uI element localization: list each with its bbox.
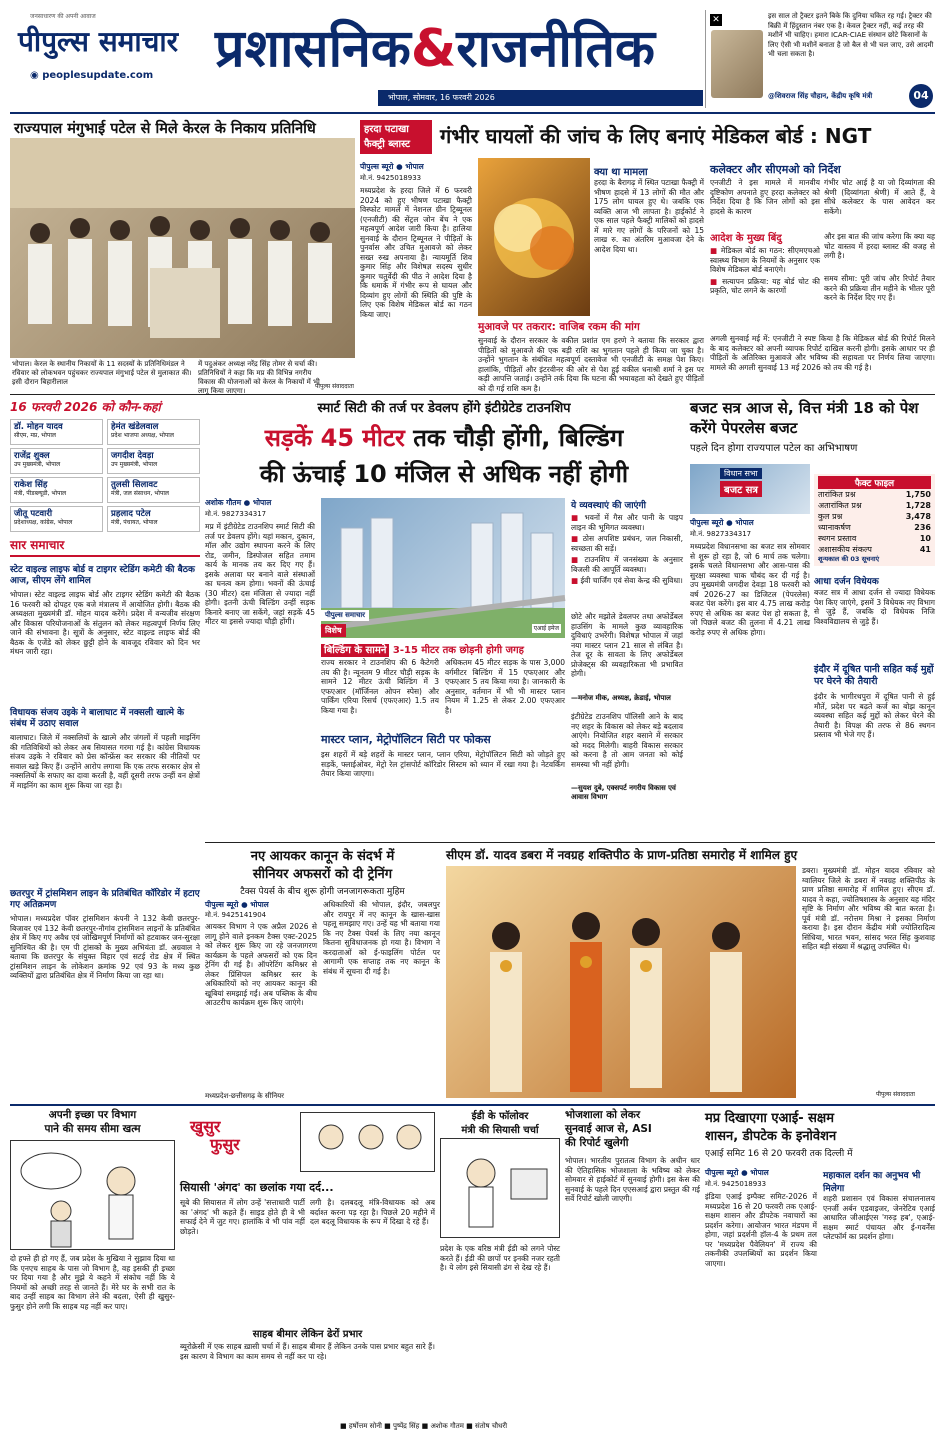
township-master-head: मास्टर प्लान, मेट्रोपॉलिटन सिटी पर फोकस (321, 733, 491, 746)
schedule-role: सीएम, मप्र, भोपाल (14, 432, 56, 439)
schedule-box (10, 398, 200, 528)
ai-body: इंडिया एआई इम्पैक्ट समिट-2026 में मध्यप्रदेश 16 से 20 फरवरी तक एआई-सक्षम शासन और डीपटेक नवाचारों का प्रदर्शन करेगा। आयोजन भारत मंडपम में होगा, जहां प्रदर्शनी हॉल-4 के प्रथम तल पर 'मध्यप्रदेश पैवेलियन' में राज्य की तकनीकी उपलब्धियों का प्रदर्शन किया जाएगा। (705, 1192, 817, 1268)
ngt-byline: पीपुल्स ब्यूरो ● भोपाल (360, 162, 424, 171)
cartoon-column (10, 1108, 175, 1438)
ngt-headline: गंभीर घायलों की जांच के लिए बनाएं मेडिकल बोर्ड : NGT (440, 124, 872, 148)
township-body-b: राज्य सरकार ने टाउनशिप की 6 कैटेगरी तय की है। न्यूनतम 9 मीटर चौड़ी सड़क के सामने 12 मीटर ऊंची बिल्डिंग में 3 एफएआर (मॉर्जिनल ओपन स्पेस) और पार्किंग एरिया रिसर्च (एफएआर) 1.5 तय किया गया है। (321, 658, 439, 715)
divider (10, 1104, 935, 1106)
arrangement-item: ■ भवनों में गैस और पानी के पाइप लाइन की भूमिगत व्यवस्था। (571, 513, 683, 532)
saar-s1-head: स्टेट वाइल्ड लाइफ बोर्ड व टाइगर स्टेडिंग कमेटी की बैठक आज, सीएम लेंगे शामिल (10, 565, 195, 586)
half-dozen-body: बजट सत्र में आधा दर्जन से ज्यादा विधेयक पेश किए जाएंगे, इसमें 3 विधेयक नए विभाग से जुड़े हैं, जबकि दो विधेयक निजि विश्वविद्यालय से जुड़े हैं। (814, 588, 935, 626)
ngt-order-point: ■ मेडिकल बोर्ड का गठन: सीएमएचओ स्वास्थ्य विभाग के नियमों के अनुसार एक विशेष मेडिकल बोर्ड बनाएंगे। (710, 246, 820, 275)
tax-byline: पीपुल्स ब्यूरो ● भोपाल (205, 900, 269, 909)
budget-badge-b: बजट सत्र (720, 481, 762, 497)
township-side-credit: —मनोज मीक, अध्यक्ष, क्रेडाई, भोपाल (571, 694, 671, 702)
quote-text: इस साल तो ट्रैक्टर इतने बिके कि दुनिया चकित रह गई। ट्रैक्टर की बिक्री में हिंदुस्तान नंबर एक है। केवल ट्रैक्टर नहीं, कई तरह की मशीनें भी चाहिए। हमारा ICAR-CIAE संस्थान छोटे किसानों के लिए ऐसी भी मशीनें बनाता है जो बैल से भी चल जाए, उसे आदमी भी चला सकता है। (768, 12, 934, 58)
fact-file (814, 474, 935, 566)
bhojshala-story (565, 1108, 700, 1438)
section-title-a: प्रशासनिक (215, 19, 411, 79)
ngt-kicker-a: हरदा पटाखा (364, 124, 409, 135)
schedule-item (107, 506, 200, 532)
schedule-item (107, 419, 200, 445)
township-mobile: मो.नं. 9827334317 (205, 510, 267, 518)
tax-headline-b: सीनियर अफसरों को दी ट्रेनिंग (252, 867, 393, 882)
schedule-role: मंत्री, पंचायत, भोपाल (111, 519, 158, 526)
tax-body-a: आयकर विभाग ने एक अप्रैल 2026 से लागू होने वाले इनकम टैक्स एक्ट-2025 को लेकर शुरू किए जा रहे जनजागरण कार्यक्रम के पहले अफसरों को एक दिन ट्रेनिंग दी गई है। ऑपरेटिंग कमिश्नर से लेकर प्रिंसिपल कमिश्नर स्तर के अधिकारियों को नए आयकर कानून की खूबियां समझाई गईं। अब पब्लिक के बीच आउटरीच कार्यक्रम शुरू किए जाएंगे। (205, 922, 317, 1007)
fact-value: 236 (914, 523, 931, 532)
schedule-name: राजेंद्र शुक्ल (14, 451, 50, 461)
township-headline-a: सड़कें 45 मीटर (264, 424, 405, 452)
schedule-name: तुलसी सिलावट (111, 480, 158, 490)
schedule-role: उप मुख्यमंत्री, भोपाल (111, 461, 158, 468)
ed-headline-a: ईडी के फॉलोवर (471, 1111, 529, 1122)
x-logo-icon: ✕ (710, 14, 722, 26)
ngt-what-title: क्या था मामला (594, 167, 648, 178)
ed-sketch (441, 1139, 559, 1237)
governor-headline: राज्यपाल मंगुभाई पटेल से मिले केरल के निकाय प्रतिनिधि (14, 121, 316, 137)
saar-title: सार समाचार (10, 536, 200, 557)
budget-mobile: मो.नं. 9827334317 (690, 530, 752, 538)
schedule-grid (10, 419, 200, 532)
township-side-note-b: इंटीग्रेटेड टाउनशिप पॉलिसी आने के बाद नए शहर के विकास को लेकर बड़े बदलाव आएंगे। नियोजित शहर बसाने में सरकार को मदद मिलेगी। बाहरी विकास सरकार को करना है तो आम जनता को कोई समस्या भी नहीं होगी। (571, 712, 683, 769)
ngt-compensation-title: मुआवजे पर तकरार: वाजिब रकम की मांग (478, 321, 640, 333)
ngt-order-point: ■ सत्यापन प्रक्रिया: यह बोर्ड चोट की प्रकृति, चोट लगने के कारणों (710, 277, 820, 296)
governor-caption-left: भोपाल। केरल के स्थानीय निकायों के 11 सदस्यों के प्रतिनिधिमंडल ने रविवार को लोकभवन पहुंचकर राज्यपाल मंगुभाई पटेल से मुलाकात की। इसी दौरान बिहारीलाल (12, 360, 192, 386)
schedule-name: प्रहलाद पटेल (111, 509, 151, 519)
saar-s1-body: भोपाल। स्टेट वाइल्ड लाइफ बोर्ड और टाइगर स्टेडिंग कमेटी की बैठक 16 फरवरी को दोपहर एक बजे मंत्रालय में आयोजित होगी। बैठक की अध्यक्षता मुख्यमंत्री डॉ. मोहन यादव करेंगे। प्रदेश में वन्यजीव संरक्षण और विकास परियोजनाओं के संतुलन को लेकर महत्वपूर्ण निर्णय लिए जाने की संभावना है। सूत्रों के अनुसार, स्टेट वाइल्ड लाइफ बोर्ड की बैठक के एजेंडे को लेकर छुट्टी होने के बावजूद रविवार को दिन भर मंथन जारी रहा। (10, 590, 200, 656)
ngt-body-a: मध्यप्रदेश के हरदा जिले में 6 फरवरी 2024 को हुए भीषण पटाखा फैक्ट्री विस्फोट मामले में नेशनल ग्रीन ट्रिब्यूनल (एनजीटी) की सेंट्रल जोन बेंच ने एक महत्वपूर्ण आदेश जारी किया है। हालिया सुनवाई के दौरान ट्रिब्यूनल ने पीड़ितों के पुनर्वास और उचित मुआवजे को लेकर सख्त रुख अपनाया है। न्यायमूर्ति शिव कुमार सिंह और विशेषज्ञ सदस्य सुधीर कुमार चतुर्वेदी की पीठ ने आदेश दिया है कि धमाके में गंभीर रूप से घायल और दिव्यांग हुए लोगों की स्थिति की पुष्टि के लिए एक विशेष मेडिकल बोर्ड का गठन किया जाए। (360, 186, 472, 319)
township-byline: अशोक गौतम ● भोपाल (205, 498, 272, 507)
arrangement-item: ■ ठोस अपशिष्ट प्रबंधन, जल निकासी, स्वच्छता की सड़ें। (571, 534, 683, 553)
khusur-title-a: खुसुर (190, 1117, 221, 1136)
township-body-c: अधिकतम 45 मीटर सड़क के पास 3,000 वर्गमीटर बिल्डिंग में 15 एफएआर और एफएआर 5 तय किया गया है। जानकारी के अनुसार, वर्तमान में भी भी मास्टर प्लान नियम में 1.25 से लेकर 2.00 एफएआर है। (445, 658, 565, 715)
ai-side-title: महाकाल दर्शन का अनुभव भी मिलेगा (823, 1171, 921, 1194)
ngt-directive-body: एनजीटी ने इस मामले में मानवीय दृष्टिकोण अपनाते हुए हरदा कलेक्टर को निर्देश दिया है कि जिन लोगों को इस हादसे के कारण (710, 178, 820, 216)
quote-box (705, 10, 935, 108)
fact-value: 1,750 (905, 490, 931, 499)
masthead-tagline: जनसाधारण की अपनी आवाज (30, 13, 96, 20)
ai-headline-b: शासन, डीपटेक के इनोवेशन (705, 1129, 837, 1144)
blast-photo (478, 158, 590, 316)
ngt-order-side-b: समय सीमा: पूरी जांच और रिपोर्ट तैयार करने की प्रक्रिया तीन महीने के भीतर पूरी करने के निर्देश दिए गए हैं। (824, 274, 935, 302)
whisper-sketch (301, 1113, 434, 1171)
schedule-name: हेमंत खंडेलवाल (111, 422, 159, 432)
budget-story (690, 398, 935, 838)
schedule-name: डॉ. मोहन यादव (14, 422, 63, 432)
ngt-kicker (360, 120, 432, 154)
fact-footer: शून्यकाल की 03 सूचनाएं (818, 555, 880, 563)
saar-s3-body: भोपाल। मध्यप्रदेश पॉवर ट्रांसमिशन कंपनी ने 132 केवी छतरपुर-बिजावर एवं 132 केवी छतरपुर-नौगांव ट्रांसमिशन लाइनों के प्रतिबंधित क्षेत्र में किए गए अवैध एवं जोखिमपूर्ण निर्माणों को हटवाकर जन-सुरक्षा सुनिश्चित की है। एम पी ट्रांसको के मुख्य अभियंता डॉ. अग्रवाल ने बताया कि छतरपुर के संयुक्त विहार एवं सटई रोड क्षेत्र में स्थित ट्रांसमिशन लाइन के लोकेशन क्रमांक 92 एवं 93 के मध्य कुछ व्यक्तियों द्वारा प्रतिबंधित क्षेत्र में निर्माण किया जा रहा था। (10, 914, 200, 980)
fact-label: कुल प्रश्न (818, 512, 843, 521)
schedule-role: उप मुख्यमंत्री, भोपाल (14, 461, 61, 468)
schedule-title: 16 फरवरी 2026 को कौन-कहां (10, 400, 161, 414)
township-arrangements (571, 498, 683, 586)
schedule-name: राकेश सिंह (14, 480, 48, 490)
minister-photo (711, 30, 763, 98)
fact-value: 3,478 (905, 512, 931, 521)
page-number: 04 (909, 84, 933, 108)
schedule-name: जीतू पटवारी (14, 509, 53, 519)
section-title-b: राजनीतिक (456, 19, 655, 79)
indore-head: इंदौर में दूषित पानी सहित कई मुद्दों पर घेरने की तैयारी (814, 664, 934, 687)
schedule-item (10, 477, 103, 503)
fact-label: ध्यानाकर्षण (818, 523, 851, 532)
saar-s3-head: छतरपुर में ट्रांसमिशन लाइन के प्रतिबंधित कॉरिडोर में हटाए गए अतिक्रमण (10, 889, 200, 910)
township-headline-c: की ऊंचाई 10 मंजिल से अधिक नहीं होगी (259, 460, 629, 488)
schedule-item (107, 448, 200, 474)
schedule-item (10, 419, 103, 445)
masthead (10, 10, 935, 110)
group-photo-figures (10, 138, 355, 358)
schedule-item (107, 477, 200, 503)
tax-headline-a: नए आयकर कानून के संदर्भ में (250, 849, 395, 864)
fact-row (818, 533, 931, 544)
footer-credits: ■ हर्षोत्तम सोनी ■ पुष्पेंद्र सिंह ■ अशोक गौतम ■ संतोष चौधरी (340, 1422, 508, 1430)
township-render (321, 498, 565, 638)
township-side-note: छोटे और मझोले डेवलपर तथा अफोर्डेबल हाउसिंग के मामले कुछ व्यावहारिक दुविधाएं उभरेंगी। विशेषज्ञ भोपाल में जहां नया मास्टर प्लान 21 साल से लंबित है। तेज दूर के सावता के लिए अफोर्डेबल प्रोजेक्ट्स की व्यवहारिकता भी प्रभावित होगी। (571, 612, 683, 678)
saar-s2-body: बालाघाट। जिले में नक्सलियों के खात्मे और जंगलों में पहली माइनिंग की गतिविधियों को लेकर अब सियासत गरमा गई है। कांग्रेस विधायक संजय उइके ने रविवार को प्रेस कॉन्फ्रेंस कर सरकार की नीतियों पर सवाल खड़े किए हैं। उन्होंने आरोप लगाया कि एक तरफ सरकार क्षेत्र से नक्सलियों के सफाए का दावा करती है, वहीं दूसरी तरफ उन्हीं वन क्षेत्रों में माइनिंग का काम शुरू किया जा रहा है। (10, 733, 200, 790)
bhojshala-headline-c: की रिपोर्ट खुलेगी (565, 1137, 629, 1149)
bhojshala-headline-b: सुनवाई आज से, ASI (565, 1123, 652, 1135)
arrangement-item: ■ टाउनशिप में जनसंख्या के अनुसार बिजली की आपूर्ति व्यवस्था। (571, 555, 683, 574)
township-subhead-a: बिल्डिंग के सामने (321, 644, 389, 657)
dateline: भोपाल, सोमवार, 16 फरवरी 2026 (388, 93, 495, 102)
tax-credit: मध्यप्रदेश-छत्तीसगढ़ के सीनियर (205, 1092, 285, 1100)
township-kicker: स्मार्ट सिटी की तर्ज पर डेवलप होंगे इंटीग्रेटेड टाउनशिप (317, 401, 571, 416)
bhojshala-body: भोपाल। भारतीय पुरातत्व विभाग के अधीन धार की ऐतिहासिक भोजशाला के भविष्य को लेकर सोमवार से हाईकोर्ट में सुनवाई होगी। इस केस की सुनवाई के पहले दिन एएसआई द्वारा प्रस्तुत की गई सर्वे रिपोर्ट खोली जाएगी। (565, 1156, 700, 1203)
paper-logo: पीपुल्स समाचार (18, 25, 179, 58)
governor-photo (10, 138, 355, 358)
governor-story (10, 116, 355, 395)
khusur-title (190, 1118, 240, 1154)
township-side-credit-b: —सुयश दुबे, एक्सपर्ट नगरीय विकास एवं आवास विभाग (571, 784, 676, 801)
fact-value: 41 (919, 545, 931, 554)
fact-row (818, 522, 931, 533)
ai-mobile: मो.नं. 9425018933 (705, 1180, 767, 1188)
cartoon1-title-b: पाने की समय सीमा खत्म (44, 1123, 141, 1135)
fact-row (818, 544, 931, 555)
khusur-title-b: फुसुर (210, 1135, 240, 1154)
cartoon-sketch (11, 1141, 174, 1249)
saar-samachar (10, 536, 200, 1101)
schedule-role: प्रदेश भाजपा अध्यक्ष, भोपाल (111, 432, 174, 439)
schedule-role: प्रदेशाध्यक्ष, कांग्रेस, भोपाल (14, 519, 73, 526)
schedule-item (10, 506, 103, 532)
arrangements-list (571, 513, 683, 586)
ngt-story (360, 116, 935, 392)
masthead-rule (10, 112, 935, 114)
cartoon1-body: दो हफ्ते ही हो गए हैं, जब प्रदेश के मुखिया ने सुझाव दिया था कि एनएच साहब के पास जो विभाग है, वह इसकी ही इच्छा पर दिया गया है और मुझे ये कहने में संकोच नहीं कि ये नियमों को अच्छी तरह से जानते हैं। मेरे घर के सभी रात के बाद उन्हीं साहब का विभाग लेने की बदला, ऐसी ही खुसुर-फुसुर होने लगी कि साहब यह नहीं कर पाए। (10, 1254, 175, 1311)
ngt-order-title: आदेश के मुख्य बिंदु (710, 233, 782, 244)
khusur-fusur (180, 1108, 435, 1438)
explosion-graphic (478, 158, 590, 316)
township-subhead-b: 3-15 मीटर तक छोड़नी होगी जगह (392, 645, 524, 656)
arrangement-item: ■ ईवी चार्जिंग एवं सेवा केन्द्र की सुविधा। (571, 576, 683, 586)
indore-body: इंदौर के भागीरथपुरा में दूषित पानी से हुई मौतें, प्रदेश पर बढ़ते कर्ज का बोझ कानून व्यवस्था सहित कई मुद्दों को लेकर घेरने की तैयारी है। विपक्ष की तरफ से 86 स्थगन प्रस्ताव भी भेजे गए हैं। (814, 692, 935, 739)
divider (205, 842, 935, 843)
globe-icon: ◉ (30, 70, 39, 81)
tax-subhead: टैक्स पेयर्स के बीच शुरू होगी जनजागरूकता मुहिम (240, 887, 405, 897)
schedule-item (10, 448, 103, 474)
tax-body-b: अधिकारियों की भोपाल, इंदौर, जबलपुर और रायपुर में नए कानून के खास-खास पहलू समझाए गए। उन्हें यह भी बताया गया कि नए टैक्स पेयर्स के लिए नया कानून कितना सुविधाजनक हो गया है। विभाग ने करदाताओं को ई-फाइलिंग पोर्टल पर आगामी एक सप्ताह तक नए कानून के संबंध में सूचना दी गई है। (323, 900, 440, 976)
cartoon1-drawing (10, 1140, 175, 1250)
khusur-subhead: साहब बीमार लेकिन ढेरों प्रभार (252, 1329, 363, 1340)
cm-headline: सीएम डॉ. यादव डबरा में नवग्रह शक्तिपीठ के प्राण-प्रतिष्ठा समारोह में शामिल हुए (446, 848, 798, 862)
fact-label: अतारांकित प्रश्न (818, 501, 862, 510)
ceremony-figures (446, 866, 796, 1098)
township-photo-label (321, 610, 369, 621)
ngt-what-body: हरदा के बैरागढ़ में स्थित पटाखा फैक्ट्री में भीषण हादसे में 13 लोगों की मौत और 175 लोग घायल हुए थे। जबकि एक व्यक्ति आज भी लापता है। हाईकोर्ट ने एक साल पहले फैक्ट्री मालिकों को हादसे में मारे गए लोगों के परिजनों को 15 लाख रु. का अंतरिम मुआवजा देने के आदेश दिया था। (594, 178, 704, 254)
website-url: peoplesupdate.com (42, 70, 154, 81)
schedule-name: जगदीश देवड़ा (111, 451, 154, 461)
township-master-body: इस शहरों में बड़े शहरों के मास्टर प्लान, प्लान एरिया, मेट्रोपॉलिटन सिटी को जोड़ते हुए सड़कें, फ्लाईओवर, मेट्रो रेल ट्रांसपोर्ट कॉरिडोर सिस्टम को ध्यान में रखा गया है। नेटवर्किंग तैयार किया जाएगा। (321, 750, 565, 778)
khusur-headline: सियासी 'अंगद' का छलांक गया दर्द... (180, 1181, 334, 1194)
ed-cartoon (440, 1138, 560, 1238)
budget-byline: पीपुल्स ब्यूरो ● भोपाल (690, 518, 754, 527)
township-story (205, 398, 683, 838)
bhojshala-headline-a: भोजशाला को लेकर (565, 1109, 641, 1121)
tax-story (205, 846, 440, 1101)
ngt-order-side: और इस बात की जांच करेगा कि क्या यह चोट वास्तव में हरदा ब्लास्ट की वजह से लगी है। (824, 232, 935, 260)
photo-label-b: विशेष (321, 624, 346, 637)
fact-label: स्थगन प्रस्ताव (818, 534, 857, 543)
ed-headline-b: मंत्री की सियासी चर्चा (461, 1125, 539, 1136)
fact-label: तारांकित प्रश्न (818, 490, 856, 499)
budget-badge (720, 468, 762, 497)
ai-side-body: शहरी प्रशासन एवं विकास संचालनालय एनर्जी अर्बन एडवाइजर, जेनरेटिव एआई आधारित जीआईएस 'गरुड़ हब', एआई-सक्षम स्मार्ट पंचायत और ई-गवर्नेंस प्लेटफॉर्म का प्रदर्शन होगा। (823, 1194, 935, 1241)
budget-body: मध्यप्रदेश विधानसभा का बजट सत्र सोमवार से शुरू हो रहा है, जो 6 मार्च तक चलेगा। इसके चलते विधानसभा और आस-पास की सुरक्षा व्यवस्था चाक चौबंद कर दी गई है। उप मुख्यमंत्री जगदीश देवड़ा 18 फरवरी को वर्ष 2026-27 का डिजिटल (पेपरलेस) बजट पेश करेंगे। इस बार 4.75 लाख करोड़ रुपए से अधिक का बजट पेश हो सकता है, जो पिछले बजट की तुलना में 4.21 लाख करोड़ रुपए से अधिक होगा। (690, 542, 810, 637)
fact-value: 10 (919, 534, 931, 543)
budget-headline: बजट सत्र आज से, वित्त मंत्री 18 को पेश करेंगे पेपरलेस बजट (690, 399, 919, 437)
khusur-cartoon (300, 1112, 435, 1172)
arrangements-title: ये व्यवस्थाएं की जाएंगी (571, 501, 646, 511)
township-body-a: मप्र में इंटीग्रेटेड टाउनशिप स्मार्ट सिटी की तर्ज पर डेवलप होंगे। यहां मकान, दुकान, मॉल और उद्योग स्थापना करने के लिए रोड, जमीन, डिस्पोजल सहित तमाम कार्य के मानक तय कर दिए गए हैं। इसके अलावा घर बनाने वाले संस्थाओं का घनत्व कम होगा। भवनों की ऊंचाई (30 मीटर) दस मंजिला से ज्यादा नहीं होगी। इतनी ऊंची बिल्डिंग उन्हीं सड़क किनारे बनाए जा सकेंगे, जहां सड़कें 45 मीटर या इससे ज्यादा चौड़ी होंगी। (205, 522, 315, 626)
ngt-mobile: मो.नं. 9425018933 (360, 174, 422, 182)
ngt-order-box (710, 230, 820, 330)
ngt-directive-title: कलेक्टर और सीएमओ को निर्देश (710, 163, 841, 176)
saar-s2-head: विधायक संजय उइके ने बालाघाट में नक्सली खात्मे के संबंध में उठाए सवाल (10, 708, 184, 729)
tax-mobile: मो.नं. 9425141904 (205, 911, 267, 919)
fact-value: 1,728 (905, 501, 931, 510)
fact-row (818, 500, 931, 511)
governor-caption-right: में पदुअंकर अध्यक्ष नरेंद्र सिंह तोमर से चर्चा की। प्रतिनिधियों ने कहा कि मप्र की विभिन्न नगरीय विकास की योजनाओं को केरल के निकायों में भी लागू किया जाएगा। (198, 360, 320, 395)
fact-row (818, 489, 931, 500)
township-subhead (321, 642, 565, 656)
township-headline (205, 420, 683, 492)
cm-credit: पीपुल्स संवाददाता (876, 1091, 915, 1098)
section-title-amp: & (410, 19, 457, 79)
schedule-role: मंत्री, पीडब्ल्यूडी, भोपाल (14, 490, 67, 497)
ngt-directive-body-b: गंभीर चोट आई है या जो दिव्यांगता की श्रेणी (दिव्यांगता श्रेणी) में आते हैं, वे सीधे कलेक्टर के पास आवेदन कर सकेंगे। (824, 178, 935, 216)
dateline-bar (378, 90, 703, 106)
ai-story (705, 1108, 935, 1438)
photo-label-a: पीपुल्स समाचार (325, 611, 366, 619)
ed-body: प्रदेश के एक वरिष्ठ मंत्री ईडी को लगने पोस्ट करते हैं। ईडी की छापों पर इनकी नजर रहती है। ये लोग इसे सियासी ढंग से देख रहे हैं। (440, 1244, 560, 1272)
fact-title: फैक्ट फाइल (818, 476, 931, 489)
ngt-kicker-b: फैक्ट्री ब्लास्ट (364, 139, 411, 150)
quote-author: @शिवराज सिंह चौहान, केंद्रीय कृषि मंत्री (768, 92, 873, 100)
ngt-compensation-body: सुनवाई के दौरान सरकार के वकील प्रशांत एम हरणे ने बताया कि सरकार द्वारा पीड़ितों को मुआवजे की एक बड़ी राशि का भुगतान पहले ही किया जा चुका है। उन्होंने भुगतान के संबंधित महत्वपूर्ण दस्तावेज भी एनजीटी के समक्ष पेश किए। हालांकि, पीड़ितों और इंटरवीनर की ओर से पेश हुई वकील धनाश्री शर्मा ने इस पर कड़ी आपत्ति जताई। उन्होंने तर्क दिया कि घटना की भयावहता को देखते हुए पीड़ितों को दी गई राशि कम है। (478, 336, 704, 393)
township-headline-b: तक चौड़ी होंगी, बिल्डिंग (413, 424, 624, 452)
schedule-role: मंत्री, जल संसाधन, भोपाल (111, 490, 169, 497)
fact-label: अशासकीय संकल्प (818, 545, 872, 554)
divider (10, 394, 935, 395)
section-title (215, 14, 655, 84)
half-dozen-title: आधा दर्जन विधेयक (814, 577, 879, 587)
fact-rows (818, 489, 931, 555)
governor-credit: पीपुल्स संवाददाता (315, 383, 354, 390)
cm-body: डबरा। मुख्यमंत्री डॉ. मोहन यादव रविवार को ग्वालियर जिले के डबरा में नवग्रह शक्तिपीठ के प्राण प्रतिष्ठा समारोह में शामिल हुए। सीएम डॉ. यादव ने कहा, ज्योतिषशास्त्र के अनुसार यह मंदिर सृष्टि के निर्माण और भविष्य की बात करता है। पूर्व मंत्री डॉ. नरोत्तम मिश्रा ने इसका निर्माण कराया है। इस दौरान केंद्रीय मंत्री ज्योतिरादित्य सिंधिया, भारत भवन, सांसद भरत सिंह कुशवाह सहित बड़ी संख्या में श्रद्धालु उपस्थित थे। (802, 866, 935, 951)
khusur-body-a: सूबे की सियासत में लोग उन्हें 'सत्ताधारी पार्टी का 'अंगद' भी कहते हैं। साइड होते ही वे भी सफाई देने में जुट गए। हालांकि वे भी पांव नहीं छोड़ते। (180, 1198, 305, 1236)
ai-subhead: एआई समिट 16 से 20 फरवरी तक दिल्ली में (705, 1149, 853, 1159)
ai-byline: पीपुल्स ब्यूरो ● भोपाल (705, 1168, 769, 1177)
khusur-sub-body: ब्यूरोक्रेसी में एक साहब ख़ासी चर्चा में हैं। साहब बीमार हैं लेकिन उनके पास प्रभार बहुत सारे हैं। इस कारण वे विभाग का काम समय से नहीं कर पा रहे। (180, 1342, 435, 1361)
fact-row (818, 511, 931, 522)
website (30, 70, 153, 81)
cm-story (446, 846, 935, 1101)
khusur-body-b: लगी है। दलबदलू मंत्रि-विधायक को अब बर्दाश्त करना पड़ रहा है। पिछले 20 महीने में दल बदलू विधायक के रूप में दिखा दे रहे हैं। (310, 1198, 435, 1226)
budget-subhead: पहले दिन होगा राज्यपाल पटेल का अभिभाषण (690, 443, 858, 454)
ngt-next-hearing: अगली सुनवाई मई में: एनजीटी ने स्पष्ट किया है कि मेडिकल बोर्ड की रिपोर्ट मिलने के बाद कलेक्टर को अपनी व्यापक रिपोर्ट दाखिल करनी होगी। इसके आधार पर ही पीड़ितों के अतिरिक्त मुआवजे और भविष्य की सहायता पर निर्णय लिया जाएगा। मामले की अगली सुनवाई 13 मई 2026 को तय की गई है। (710, 334, 935, 372)
cm-photo (446, 866, 796, 1098)
cartoon1-title-a: अपनी इच्छा पर विभाग (48, 1109, 137, 1121)
photo-credit: एआई इमेज (533, 625, 559, 632)
ai-headline-a: मप्र दिखाएगा एआई- सक्षम (705, 1111, 835, 1126)
budget-badge-a: विधान सभा (720, 468, 762, 479)
